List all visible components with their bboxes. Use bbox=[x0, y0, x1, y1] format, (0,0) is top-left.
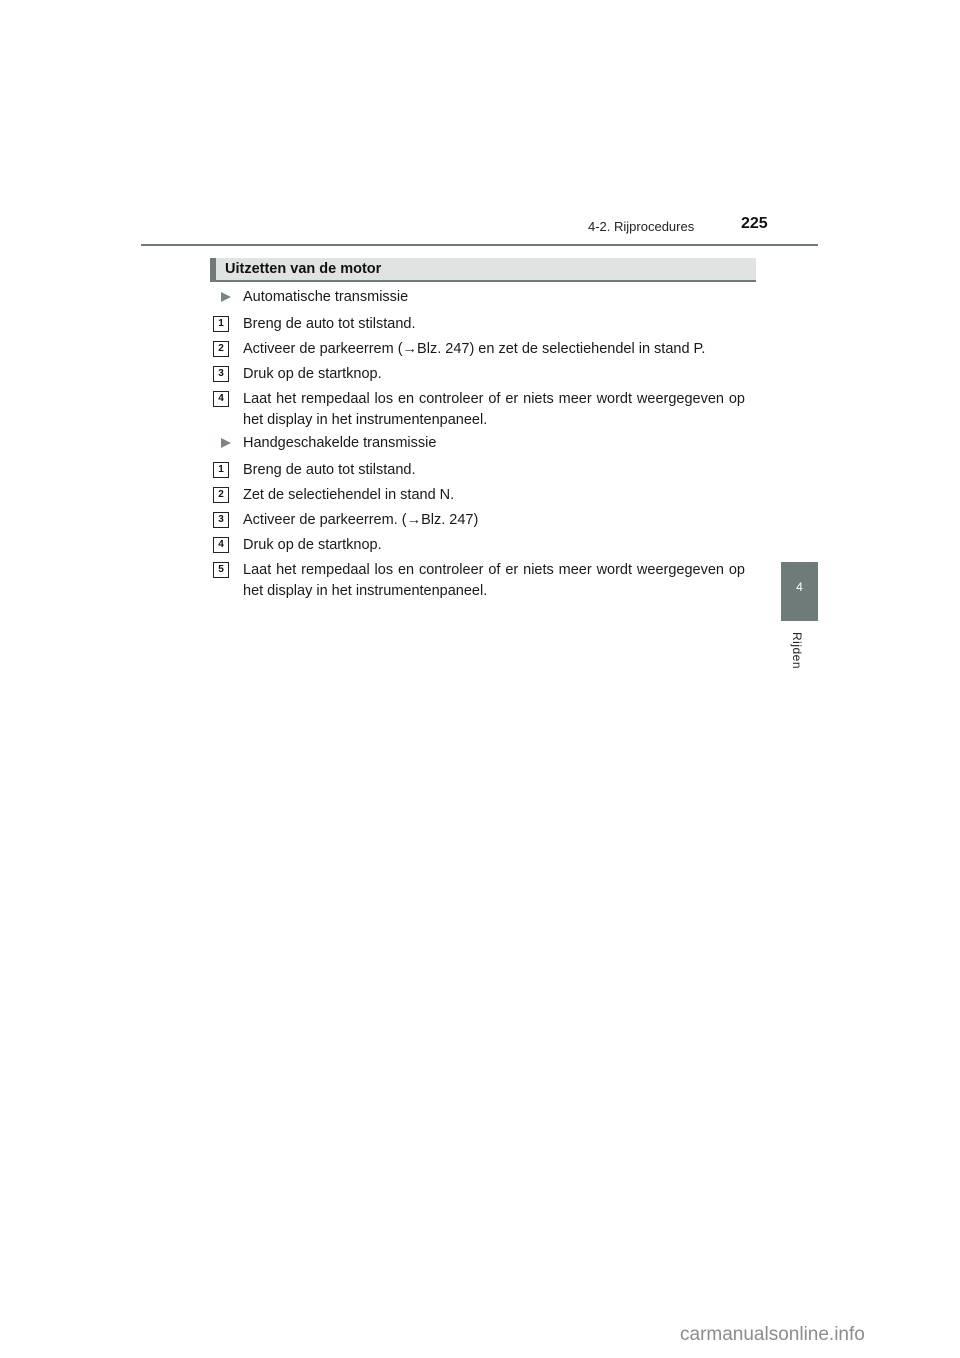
subheading-automatic bbox=[221, 289, 408, 305]
step-text: Zet de selectiehendel in stand N. bbox=[243, 487, 455, 503]
triangle-bullet-icon bbox=[221, 292, 231, 302]
step-number-badge: 5 bbox=[213, 562, 229, 578]
page-number: 225 bbox=[741, 215, 768, 232]
step-number-badge: 2 bbox=[213, 487, 229, 503]
step-number-badge: 4 bbox=[213, 537, 229, 553]
step-number-badge: 1 bbox=[213, 462, 229, 478]
section-header-bar bbox=[210, 258, 756, 282]
subheading-text: Automatische transmissie bbox=[243, 289, 409, 305]
step-number-badge: 1 bbox=[213, 316, 229, 332]
triangle-bullet-icon bbox=[221, 438, 231, 448]
chapter-tab: 4 bbox=[781, 562, 818, 621]
page-header-section: 4-2. Rijprocedures bbox=[588, 219, 695, 234]
step-text: Activeer de parkeerrem. (→Blz. 247) bbox=[243, 512, 479, 528]
step-number-badge: 2 bbox=[213, 341, 229, 357]
step-number-badge: 4 bbox=[213, 391, 229, 407]
section-title: Uitzetten van de motor bbox=[225, 261, 382, 277]
step-text: Druk op de startknop. bbox=[243, 537, 382, 553]
step-text: Activeer de parkeerrem (→Blz. 247) en zet de selectiehendel in stand P. bbox=[243, 341, 706, 357]
subheading-manual bbox=[221, 435, 436, 451]
step-text: Laat het rempedaal los en controleer of er niets meer wordt weergegeven op het display in het instrumentenpaneel. bbox=[243, 562, 745, 599]
watermark-link[interactable]: carmanualsonline.info bbox=[680, 1324, 865, 1345]
step-number-badge: 3 bbox=[213, 512, 229, 528]
header-divider bbox=[141, 244, 818, 246]
step-text: Druk op de startknop. bbox=[243, 366, 382, 382]
step-text: Laat het rempedaal los en controleer of er niets meer wordt weergegeven op het display in het instrumentenpaneel. bbox=[243, 391, 745, 428]
step-number-badge: 3 bbox=[213, 366, 229, 382]
subheading-text: Handgeschakelde transmissie bbox=[243, 435, 437, 451]
step-text: Breng de auto tot stilstand. bbox=[243, 316, 416, 332]
step-text: Breng de auto tot stilstand. bbox=[243, 462, 416, 478]
chapter-label: Rijden bbox=[790, 632, 804, 670]
